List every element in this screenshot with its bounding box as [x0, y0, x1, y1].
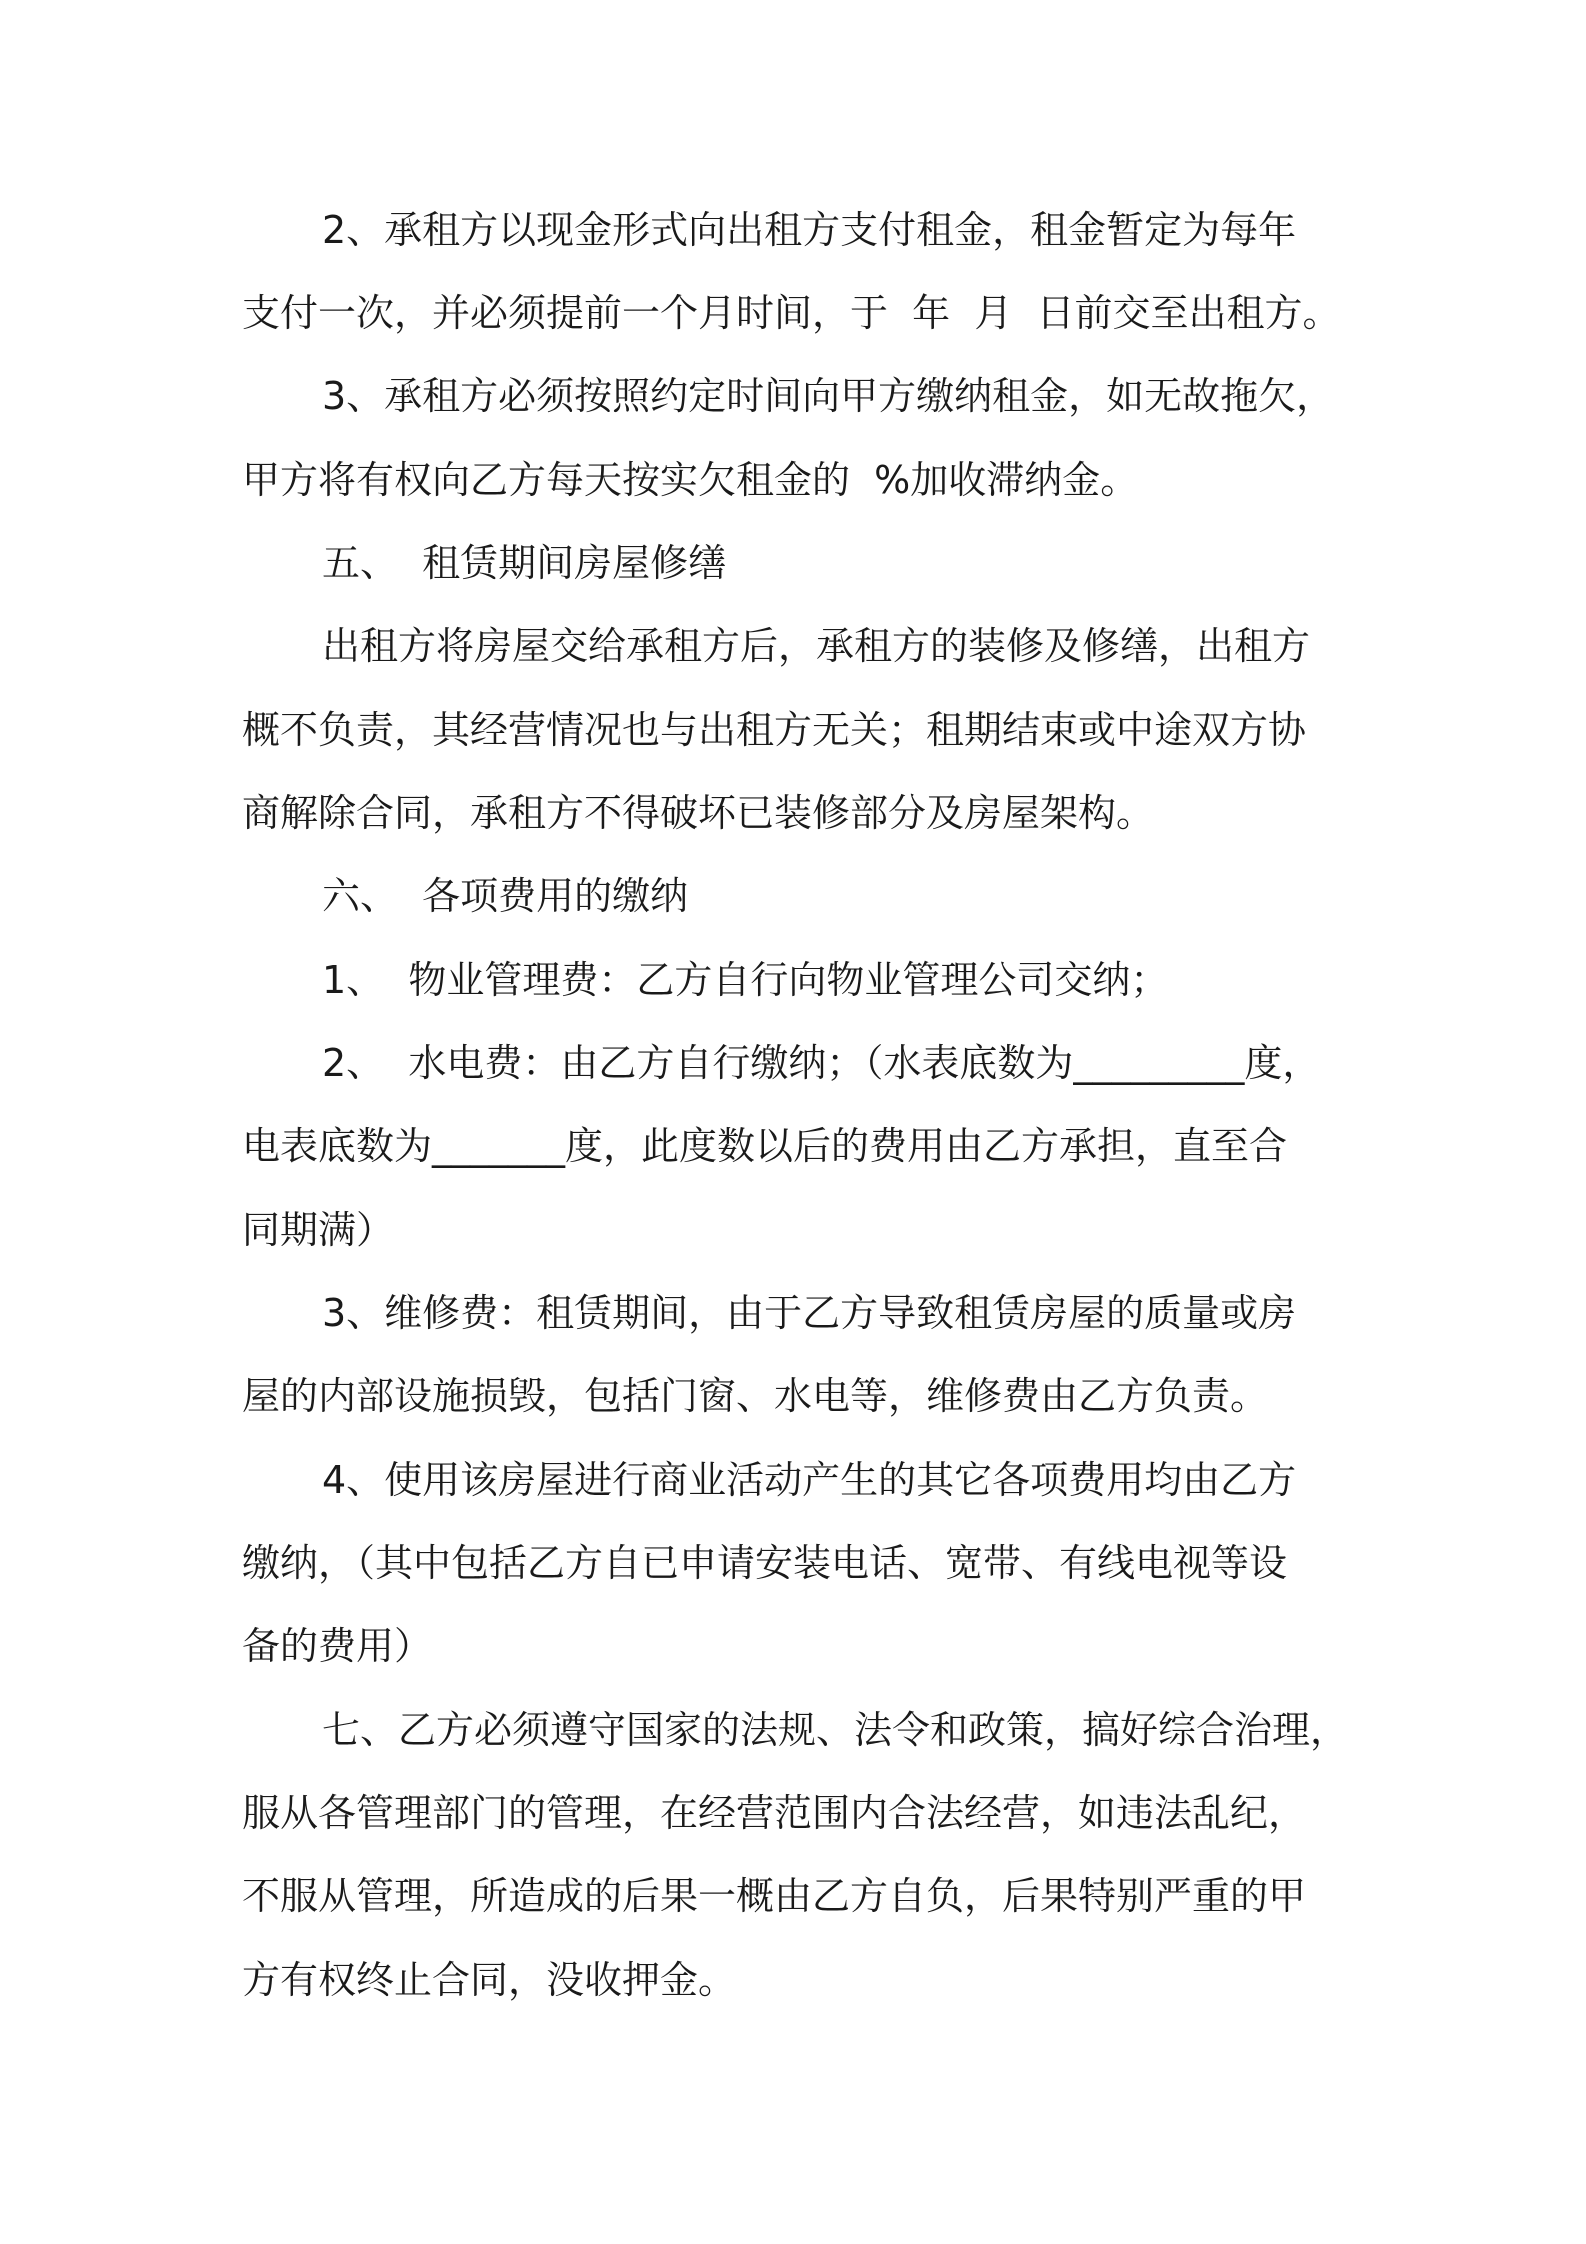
text-line: 3、承租方必须按照约定时间向甲方缴纳租金，如无故拖欠， — [322, 374, 1335, 418]
section-heading: 六、 各项费用的缴纳 — [322, 874, 689, 918]
text-line: 商解除合同，承租方不得破坏已装修部分及房屋架构。 — [242, 791, 1155, 835]
text-line: 出租方将房屋交给承租方后，承租方的装修及修缮，出租方 — [322, 624, 1311, 668]
text-line: 方有权终止合同，没收押金。 — [242, 1958, 737, 2002]
text-line: 缴纳，（其中包括乙方自已申请安装电话、宽带、有线电视等设 — [242, 1541, 1288, 1585]
section-heading: 五、 租赁期间房屋修缮 — [322, 541, 727, 585]
text-line: 2、 水电费：由乙方自行缴纳；（水表底数为_________度， — [322, 1041, 1321, 1085]
text-line: 1、 物业管理费：乙方自行向物业管理公司交纳； — [322, 958, 1169, 1002]
text-line: 甲方将有权向乙方每天按实欠租金的 %加收滞纳金。 — [242, 458, 1139, 502]
text-line: 概不负责，其经营情况也与出租方无关；租期结束或中途双方协 — [242, 708, 1307, 752]
text-line: 4、使用该房屋进行商业活动产生的其它各项费用均由乙方 — [322, 1458, 1297, 1502]
text-line: 服从各管理部门的管理，在经营范围内合法经营，如违法乱纪， — [242, 1791, 1307, 1835]
text-line: 七、乙方必须遵守国家的法规、法令和政策，搞好综合治理， — [322, 1708, 1349, 1752]
text-line: 不服从管理，所造成的后果一概由乙方自负，后果特别严重的甲 — [242, 1874, 1307, 1918]
text-line: 同期满） — [242, 1208, 395, 1252]
text-line: 2、承租方以现金形式向出租方支付租金，租金暂定为每年 — [322, 208, 1297, 252]
text-line: 屋的内部设施损毁，包括门窗、水电等，维修费由乙方负责。 — [242, 1374, 1269, 1418]
text-line: 备的费用） — [242, 1624, 433, 1668]
text-line: 3、维修费：租赁期间，由于乙方导致租赁房屋的质量或房 — [322, 1291, 1297, 1335]
text-line: 电表底数为_______度，此度数以后的费用由乙方承担，直至合 — [242, 1124, 1288, 1168]
text-line: 支付一次，并必须提前一个月时间，于 年 月 日前交至出租方。 — [242, 291, 1341, 335]
